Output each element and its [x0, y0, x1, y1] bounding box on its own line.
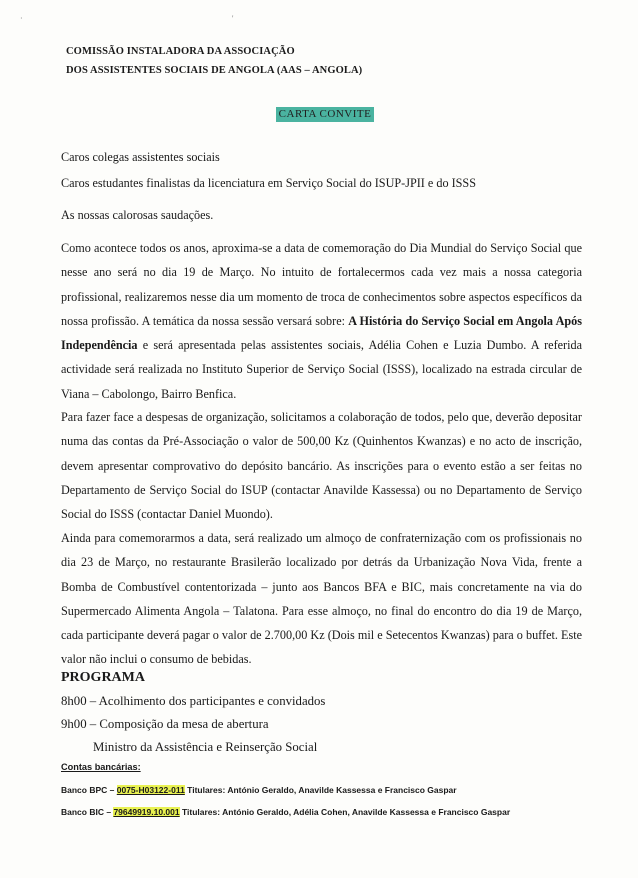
account-number-bic: 79649919.10.001: [113, 807, 180, 817]
programa-item: 9h00 – Composição da mesa de abertura: [61, 717, 269, 731]
document-title: CARTA CONVITE: [276, 107, 375, 122]
bank-name-bpc: Banco BPC –: [61, 785, 117, 795]
paragraph-lunch: Ainda para comemorarmos a data, será realizado um almoço de confraternização com os profissionais no dia 23 de Março, no restaurante Brasilerão localizado por detrás da Urbanização Nova Vida, frente a Bomba de Combustível contentorizada – junto aos Bancos BFA e BIC, mais concretamente na via do Supermercado Alimenta Angola – Talatona. Para esse almoço, no final do encontro do dia 19 de Março, cada participante deverá pagar o valor de 2.700,00 Kz (Dois mil e Setecentos Kwanzas) para o buffet. Este valor não inclui o consumo de bebidas.: [61, 531, 582, 667]
account-number-bpc: 0075-H03122-011: [116, 785, 185, 795]
letterhead: [66, 42, 362, 80]
programa-item: Ministro da Assistência e Reinserção Social: [93, 740, 318, 754]
account-holders-bic: Titulares: António Geraldo, Adélia Cohen, Anavilde Kassessa e Francisco Gaspar: [179, 807, 511, 817]
programa-title: PROGRAMA: [61, 670, 145, 685]
paragraph-event-text-2: e será apresentada pelas assistentes sociais, Adélia Cohen e Luzia Dumbo. A referida actividade será realizada no Instituto Superior de Serviço Social (ISSS), localizado na estrada circular de Viana – Cabolongo, Bairro Benfica.: [61, 338, 582, 401]
letterhead-line-1: COMISSÃO INSTALADORA DA ASSOCIAÇÃO: [66, 46, 295, 57]
paragraph-event-text-1: Como acontece todos os anos, aproxima-se a data de comemoração do Dia Mundial do Serviço Social que nesse ano será no dia 19 de Março. No intuito de fortalecermos cada vez mais a nossa categoria profissional, realizaremos nesse dia um momento de troca de conhecimentos sobre aspectos específicos da nossa profissão. A temática da nossa sessão versará sobre:: [61, 241, 582, 328]
scan-mark: ·: [20, 14, 23, 23]
bank-account-bpc: [61, 785, 457, 795]
letterhead-line-2: DOS ASSISTENTES SOCIAIS DE ANGOLA (AAS – ANGOLA): [66, 65, 363, 76]
paragraph-fees: Para fazer face a despesas de organização, solicitamos a colaboração de todos, pelo que, deverão depositar numa das contas da Pré-Associação o valor de 500,00 Kz (Quinhentos Kwanzas) e no acto de inscrição, devem apresentar comprovativo do depósito bancário. As inscrições para o evento estão a ser feitas no Departamento de Serviço Social do ISUP (contactar Anavilde Kassessa) ou no Departamento de Serviço Social do ISSS (contactar Daniel Muondo).: [61, 410, 582, 522]
title-row: [0, 104, 638, 122]
bank-name-bic: Banco BIC –: [61, 807, 114, 817]
greeting-colleagues: Caros colegas assistentes sociais: [61, 150, 220, 164]
greeting-salutation: As nossas calorosas saudações.: [61, 208, 214, 222]
programa-item: 8h00 – Acolhimento dos participantes e convidados: [61, 694, 326, 708]
session-topic: A História do Serviço Social em Angola Após Independência: [61, 313, 582, 353]
greeting-students: Caros estudantes finalistas da licenciatura em Serviço Social do ISUP-JPII e do ISSS: [61, 176, 476, 190]
bank-accounts-title: Contas bancárias:: [61, 762, 141, 772]
scan-mark: ': [232, 14, 234, 23]
account-holders-bpc: Titulares: António Geraldo, Anavilde Kassessa e Francisco Gaspar: [184, 785, 457, 795]
bank-account-bic: [61, 807, 510, 817]
paragraph-event: [61, 236, 582, 406]
